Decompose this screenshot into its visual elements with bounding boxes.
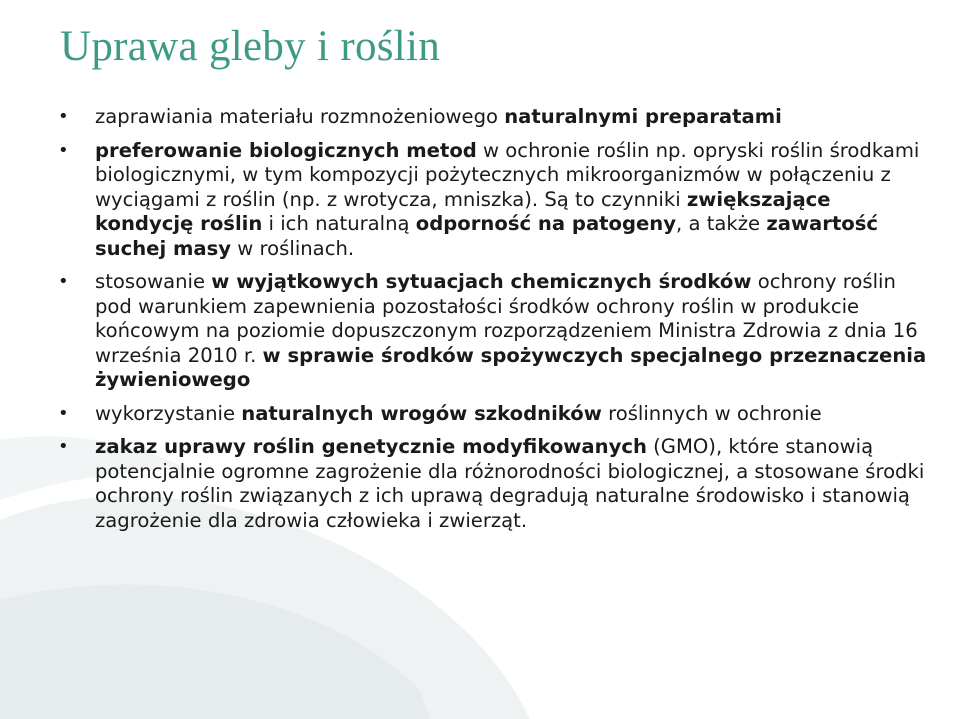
bullet-text: wykorzystanie — [95, 401, 242, 425]
bullet-text: w ochronie roślin np. opryski roślin środkami biologicznymi, w tym kompozycji pożytecznych mikroorganizmów w połączeniu z wyciągami z roślin (np. z wrotycza, mniszka). Są to czynniki — [95, 138, 920, 211]
bullet-text-bold: preferowanie biologicznych metod — [95, 138, 477, 162]
bullet-text: , a także — [676, 212, 767, 235]
bullet-text-bold: zakaz uprawy roślin genetycznie modyfikowanych — [95, 435, 647, 458]
bullet-dot-icon: • — [58, 436, 69, 457]
bullet-item — [58, 270, 928, 393]
bullet-text-bold: odporność na patogeny — [415, 212, 677, 235]
bullet-text: (GMO), które stanowią potencjalnie ogromne zagrożenie dla różnorodności biologicznej, a stosowane środki ochrony roślin związanych z ich uprawą degradują naturalne środowisko i stanowią zagrożenie dla zdrowia człowieka i zwierząt. — [95, 435, 925, 532]
bullet-dot-icon: • — [58, 106, 69, 127]
bullet-dot-icon: • — [58, 271, 69, 292]
bullet-item — [58, 435, 928, 533]
bullet-dot-icon: • — [58, 402, 69, 424]
slide-title: Uprawa gleby i roślin — [60, 23, 441, 70]
bullet-text-bold: w sprawie środków spożywczych specjalnego przeznaczenia żywieniowego — [95, 343, 927, 391]
bullet-list — [58, 105, 928, 542]
bullet-dot-icon: • — [58, 139, 69, 161]
bullet-text-bold: naturalnych wrogów szkodników — [241, 401, 602, 425]
bullet-text: ochrony roślin pod warunkiem zapewnienia pozostałości środków ochrony roślin w produkcie końcowym na poziomie dopuszczonym rozporządzeniem Ministra Zdrowia z dnia 16 września 2010 r. — [95, 270, 918, 367]
bullet-text: roślinnych w ochronie — [601, 401, 822, 425]
bullet-text-bold: zwiększające kondycję roślin — [95, 187, 831, 235]
bullet-text-bold: w wyjątkowych sytuacjach chemicznych środków — [211, 270, 752, 293]
bullet-item — [58, 402, 928, 427]
bullet-text: i ich naturalną — [262, 212, 416, 235]
bullet-text: zaprawiania materiału rozmnożeniowego — [95, 105, 505, 128]
bullet-item — [58, 139, 928, 262]
bullet-text-bold: naturalnymi preparatami — [504, 105, 782, 128]
bullet-item — [58, 105, 928, 130]
bullet-text: w roślinach. — [231, 236, 355, 260]
bullet-text: stosowanie — [95, 270, 212, 293]
bullet-text-bold: zawartość suchej masy — [95, 212, 879, 260]
